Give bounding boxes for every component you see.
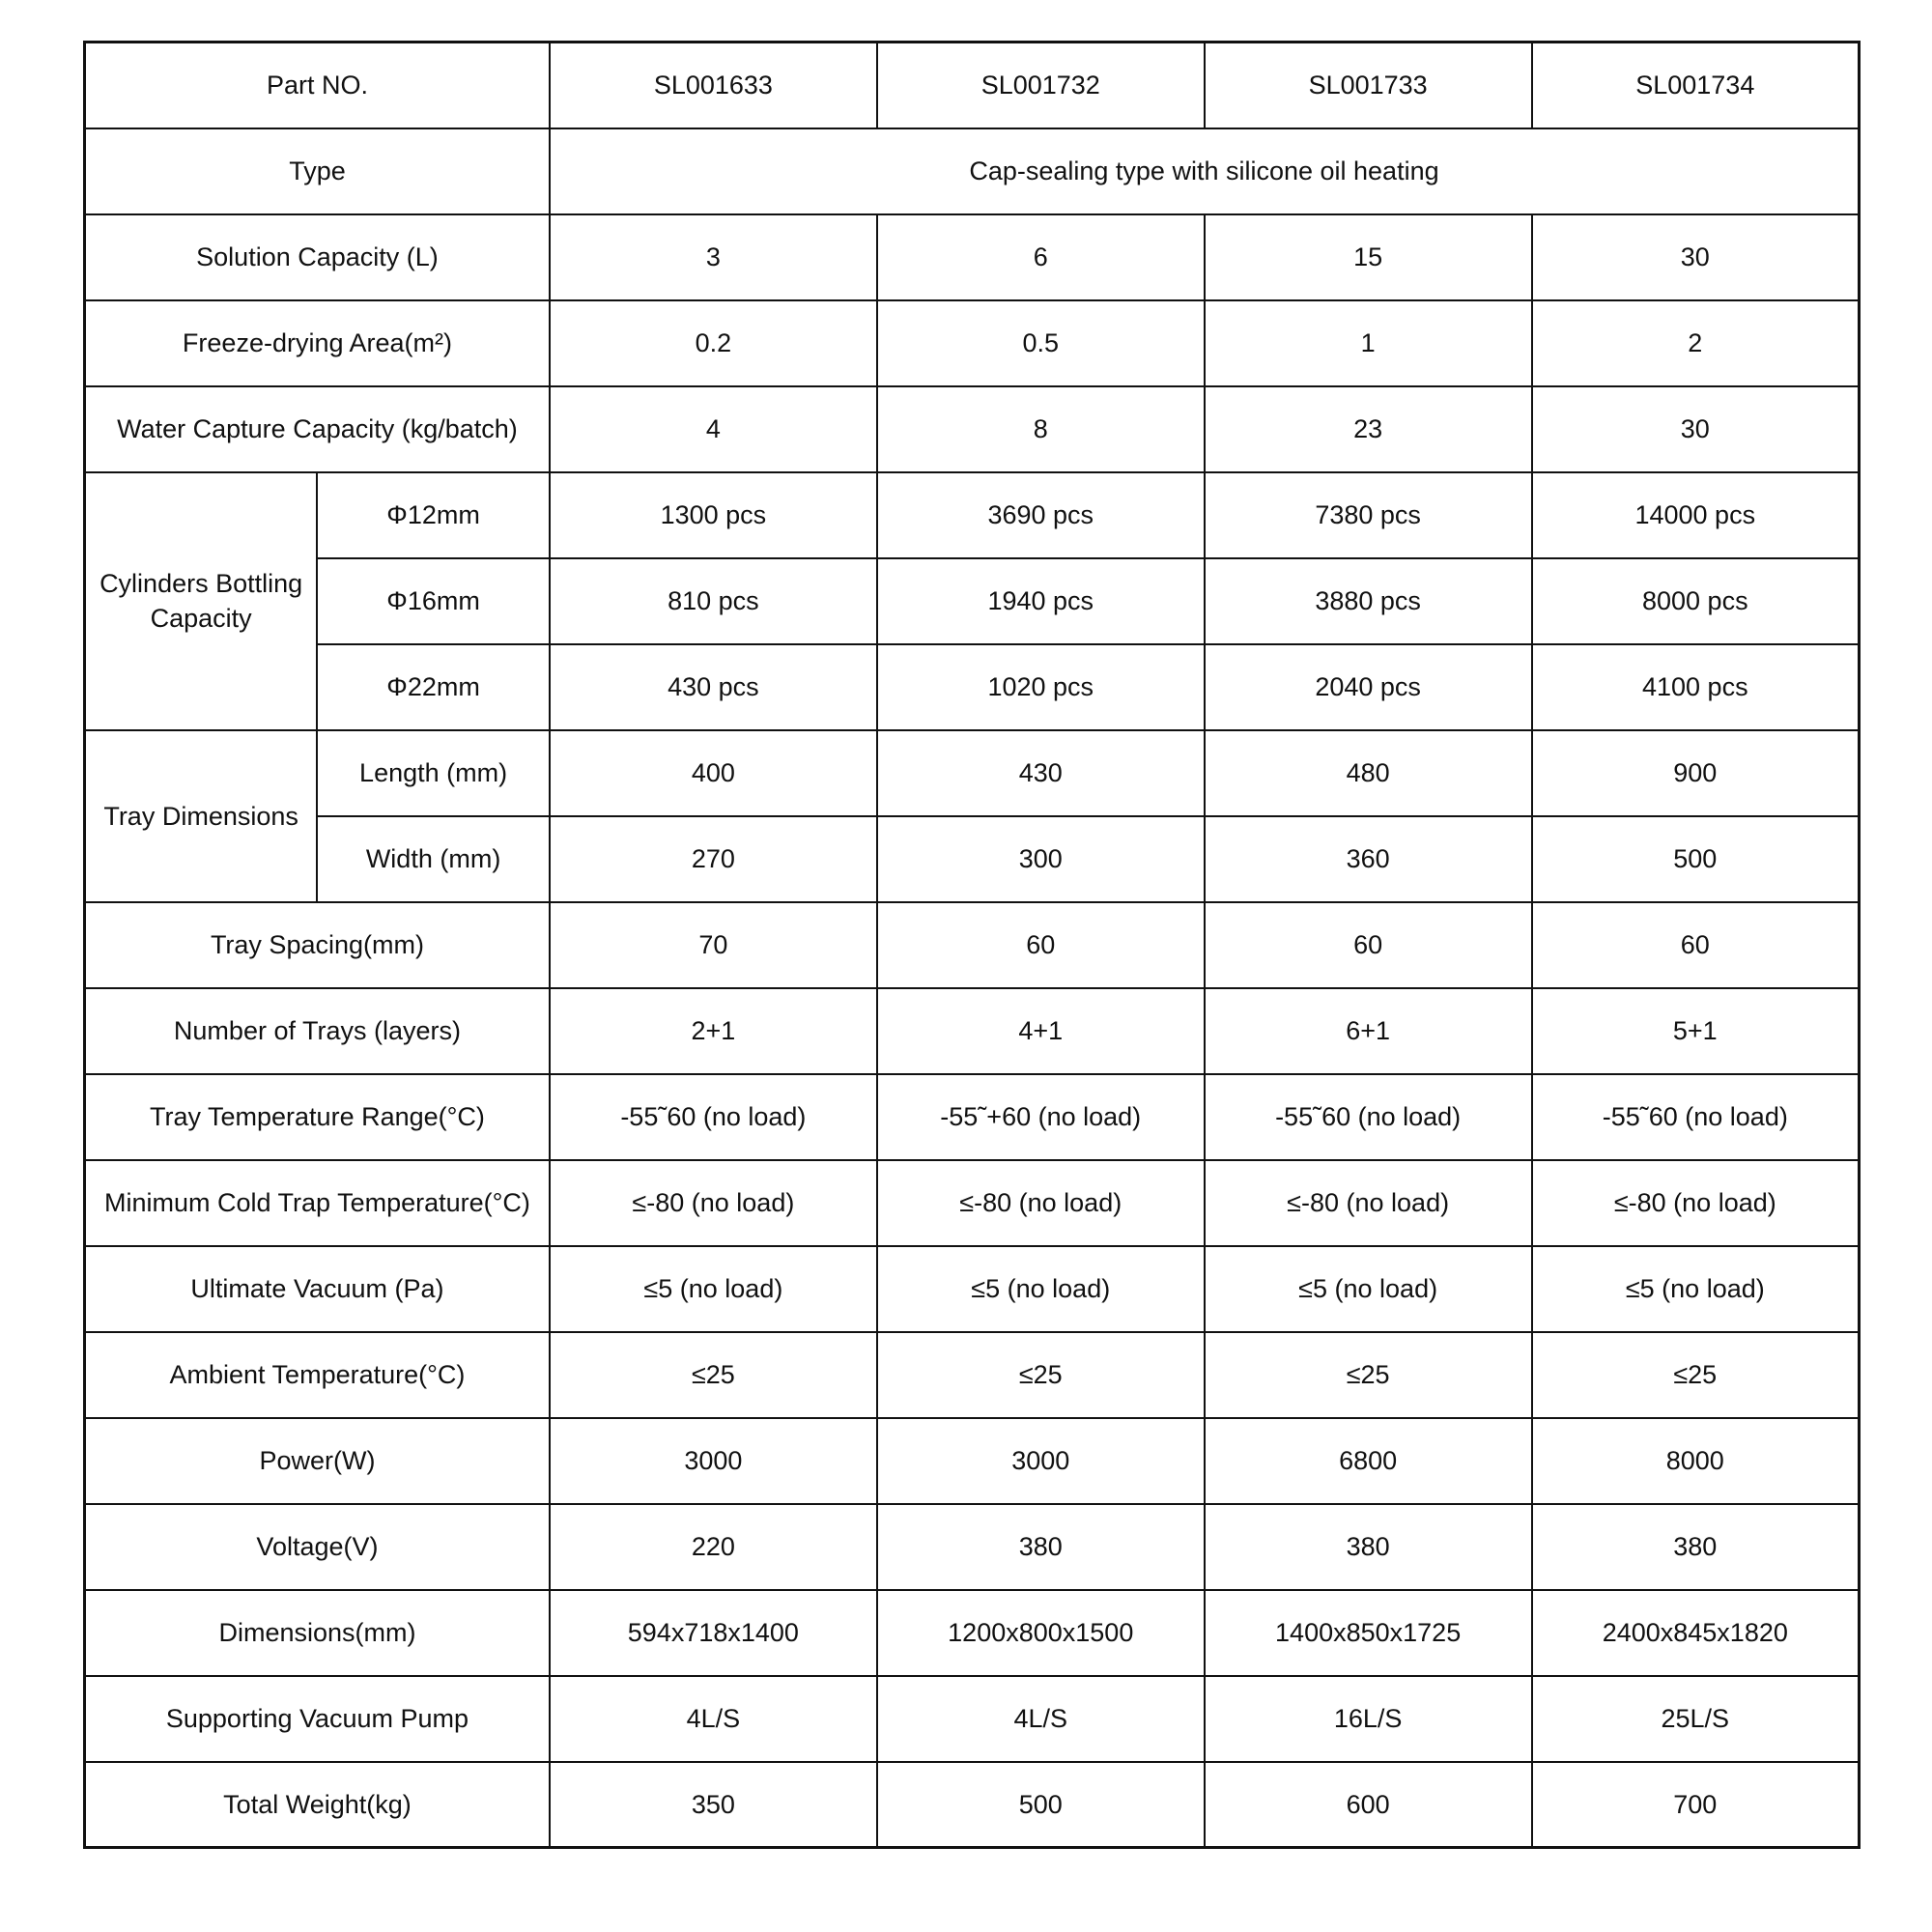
row-label: Voltage(V)	[85, 1504, 550, 1590]
cell-value: 3690 pcs	[877, 472, 1205, 558]
cell-value: 0.5	[877, 300, 1205, 386]
row-label: Part NO.	[85, 43, 550, 128]
cell-value: 480	[1205, 730, 1532, 816]
part-number: SL001734	[1532, 43, 1860, 128]
spec-row	[85, 1590, 1860, 1676]
cell-value: 30	[1532, 386, 1860, 472]
cell-value: 300	[877, 816, 1205, 902]
cell-value: 3	[550, 214, 877, 300]
cell-value: 14000 pcs	[1532, 472, 1860, 558]
sub-label: Φ12mm	[317, 472, 550, 558]
cell-value: ≤-80 (no load)	[1532, 1160, 1860, 1246]
cell-value: 60	[1205, 902, 1532, 988]
row-label: Freeze-drying Area(m²)	[85, 300, 550, 386]
cell-value: 7380 pcs	[1205, 472, 1532, 558]
cell-value: 500	[877, 1762, 1205, 1848]
spec-row	[85, 386, 1860, 472]
cell-value: ≤-80 (no load)	[1205, 1160, 1532, 1246]
spec-row	[85, 1418, 1860, 1504]
group-label: Cylinders Bottling Capacity	[85, 472, 318, 730]
row-label: Ambient Temperature(°C)	[85, 1332, 550, 1418]
cell-value: 220	[550, 1504, 877, 1590]
cell-value: -55˜+60 (no load)	[877, 1074, 1205, 1160]
cell-value: 4L/S	[550, 1676, 877, 1762]
cell-value: 4100 pcs	[1532, 644, 1860, 730]
spec-row	[85, 988, 1860, 1074]
cell-value: 1200x800x1500	[877, 1590, 1205, 1676]
group-label: Tray Dimensions	[85, 730, 318, 902]
sub-label: Φ16mm	[317, 558, 550, 644]
row-label: Solution Capacity (L)	[85, 214, 550, 300]
cell-value: 2+1	[550, 988, 877, 1074]
cell-value: 3000	[550, 1418, 877, 1504]
cell-value: 594x718x1400	[550, 1590, 877, 1676]
cell-value: 1400x850x1725	[1205, 1590, 1532, 1676]
cell-value: ≤25	[550, 1332, 877, 1418]
sub-label: Φ22mm	[317, 644, 550, 730]
row-label: Water Capture Capacity (kg/batch)	[85, 386, 550, 472]
cell-value: 25L/S	[1532, 1676, 1860, 1762]
cell-value: -55˜60 (no load)	[550, 1074, 877, 1160]
cell-value: ≤-80 (no load)	[877, 1160, 1205, 1246]
cell-value: 23	[1205, 386, 1532, 472]
cell-value: 600	[1205, 1762, 1532, 1848]
part-number: SL001732	[877, 43, 1205, 128]
cell-value: 8000	[1532, 1418, 1860, 1504]
spec-row	[85, 1504, 1860, 1590]
spec-table-body	[85, 43, 1860, 1848]
cell-value: 8	[877, 386, 1205, 472]
row-label: Tray Spacing(mm)	[85, 902, 550, 988]
cell-value: 2	[1532, 300, 1860, 386]
cell-value: 900	[1532, 730, 1860, 816]
spec-table	[83, 41, 1861, 1849]
cell-value: 360	[1205, 816, 1532, 902]
row-label: Dimensions(mm)	[85, 1590, 550, 1676]
cell-value: 6	[877, 214, 1205, 300]
spec-row	[85, 1676, 1860, 1762]
row-label: Ultimate Vacuum (Pa)	[85, 1246, 550, 1332]
row-label: Minimum Cold Trap Temperature(°C)	[85, 1160, 550, 1246]
cell-value: 16L/S	[1205, 1676, 1532, 1762]
cell-value: ≤25	[877, 1332, 1205, 1418]
cell-value: 700	[1532, 1762, 1860, 1848]
spec-row	[85, 558, 1860, 644]
cell-value: ≤5 (no load)	[1205, 1246, 1532, 1332]
cell-value: 15	[1205, 214, 1532, 300]
cell-value: 500	[1532, 816, 1860, 902]
cell-value: 380	[877, 1504, 1205, 1590]
cell-value: 380	[1205, 1504, 1532, 1590]
row-label: Total Weight(kg)	[85, 1762, 550, 1848]
spec-row	[85, 300, 1860, 386]
cell-value: 30	[1532, 214, 1860, 300]
cell-value: 1940 pcs	[877, 558, 1205, 644]
cell-value: ≤-80 (no load)	[550, 1160, 877, 1246]
cell-value: 70	[550, 902, 877, 988]
row-label: Type	[85, 128, 550, 214]
cell-value: 1020 pcs	[877, 644, 1205, 730]
cell-value: 4L/S	[877, 1676, 1205, 1762]
cell-value: 430 pcs	[550, 644, 877, 730]
cell-value: 4+1	[877, 988, 1205, 1074]
cell-value: 350	[550, 1762, 877, 1848]
spec-row	[85, 902, 1860, 988]
cell-value: 2040 pcs	[1205, 644, 1532, 730]
spec-row	[85, 472, 1860, 558]
cell-value: -55˜60 (no load)	[1205, 1074, 1532, 1160]
spec-row	[85, 1762, 1860, 1848]
cell-value: 430	[877, 730, 1205, 816]
row-label: Tray Temperature Range(°C)	[85, 1074, 550, 1160]
cell-value: -55˜60 (no load)	[1532, 1074, 1860, 1160]
cell-value: 2400x845x1820	[1532, 1590, 1860, 1676]
cell-value: 270	[550, 816, 877, 902]
cell-value: 3880 pcs	[1205, 558, 1532, 644]
spec-row	[85, 1160, 1860, 1246]
type-value: Cap-sealing type with silicone oil heating	[550, 128, 1860, 214]
cell-value: 0.2	[550, 300, 877, 386]
spec-row	[85, 816, 1860, 902]
cell-value: ≤5 (no load)	[1532, 1246, 1860, 1332]
cell-value: ≤5 (no load)	[877, 1246, 1205, 1332]
cell-value: ≤25	[1205, 1332, 1532, 1418]
row-label: Power(W)	[85, 1418, 550, 1504]
cell-value: 810 pcs	[550, 558, 877, 644]
sub-label: Length (mm)	[317, 730, 550, 816]
spec-row	[85, 644, 1860, 730]
row-label: Number of Trays (layers)	[85, 988, 550, 1074]
cell-value: 6+1	[1205, 988, 1532, 1074]
spec-row	[85, 1246, 1860, 1332]
type-row	[85, 128, 1860, 214]
spec-row	[85, 1074, 1860, 1160]
header-row	[85, 43, 1860, 128]
cell-value: 6800	[1205, 1418, 1532, 1504]
spec-row	[85, 214, 1860, 300]
spec-row	[85, 730, 1860, 816]
cell-value: 1300 pcs	[550, 472, 877, 558]
cell-value: 60	[1532, 902, 1860, 988]
part-number: SL001733	[1205, 43, 1532, 128]
sub-label: Width (mm)	[317, 816, 550, 902]
cell-value: ≤25	[1532, 1332, 1860, 1418]
spec-row	[85, 1332, 1860, 1418]
row-label: Supporting Vacuum Pump	[85, 1676, 550, 1762]
cell-value: 4	[550, 386, 877, 472]
cell-value: 380	[1532, 1504, 1860, 1590]
cell-value: 8000 pcs	[1532, 558, 1860, 644]
cell-value: 3000	[877, 1418, 1205, 1504]
cell-value: 1	[1205, 300, 1532, 386]
cell-value: 400	[550, 730, 877, 816]
part-number: SL001633	[550, 43, 877, 128]
cell-value: 5+1	[1532, 988, 1860, 1074]
cell-value: ≤5 (no load)	[550, 1246, 877, 1332]
cell-value: 60	[877, 902, 1205, 988]
